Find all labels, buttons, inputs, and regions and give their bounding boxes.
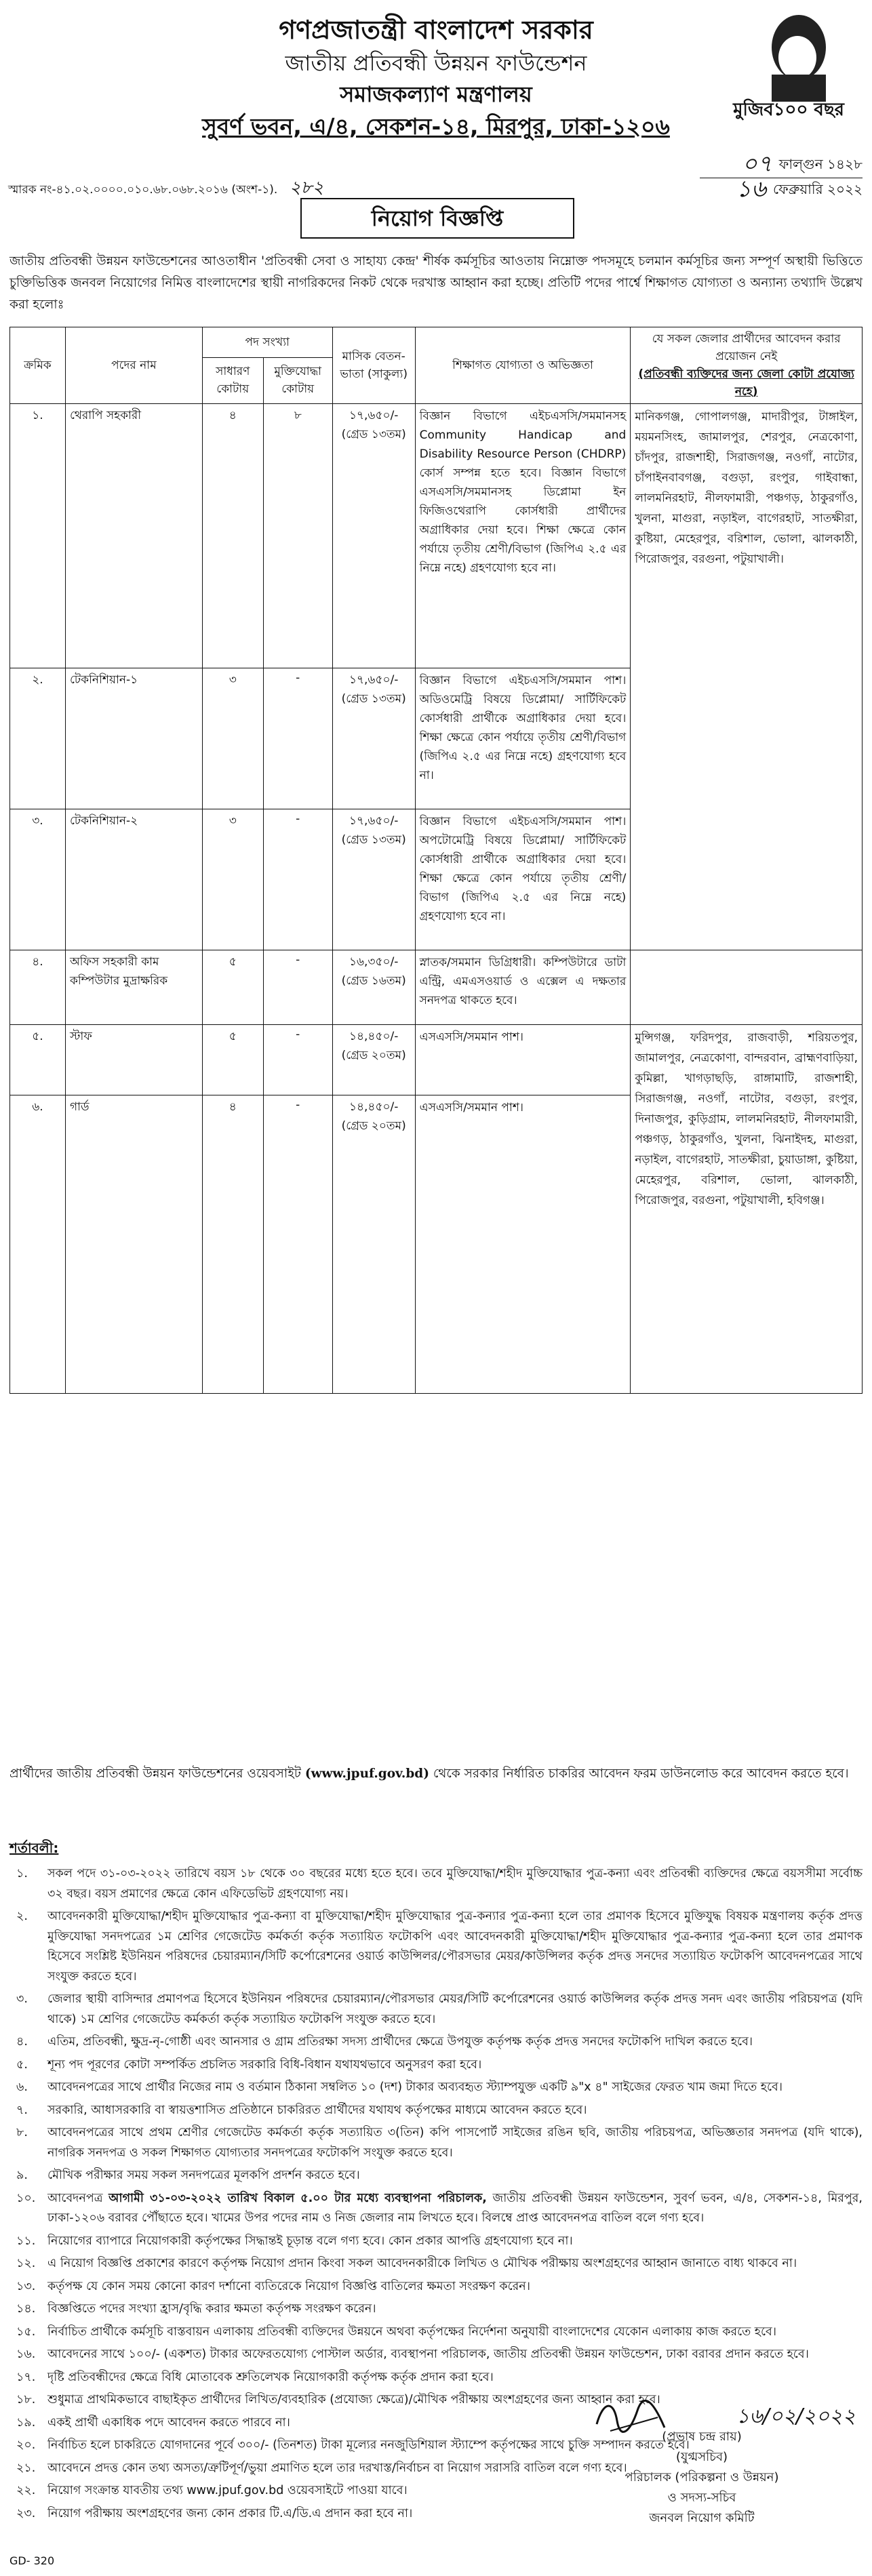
term-text: মৌখিক পরীক্ষার সময় সকল সনদপত্রের মূলকপি প্রদর্শন করতে হবে।: [47, 2169, 360, 2182]
table-row: [10, 404, 863, 668]
row-salary: [332, 1025, 415, 1095]
term-item: [9, 2078, 863, 2098]
salary-value: ১৭,৬৫০/-: [349, 409, 399, 422]
term-number: ১.: [16, 1867, 28, 1880]
salary-grade: (গ্রেড ২০তম): [341, 1119, 406, 1133]
salary-grade: (গ্রেড ২০তম): [341, 1049, 406, 1062]
term-number: ২.: [16, 1910, 28, 1923]
ministry-name: সমাজকল্যাণ মন্ত্রণালয়: [340, 81, 532, 107]
foundation-name: জাতীয় প্রতিবন্ধী উন্নয়ন ফাউন্ডেশন: [285, 50, 587, 76]
term-text-pre: আবেদনপত্র: [47, 2191, 103, 2205]
term-text-rest: জাতীয় প্রতিবন্ধী উন্নয়ন ফাউন্ডেশন, সুবর্ণ ভবন, এ/৪, সেকশন-১৪, মিরপুর, ঢাকা-১২০৬ বরাবর পৌঁছাতে হবে। খামের উপর পদের নাম ও নিজ জেলার নাম লিখতে হবে। বিলম্বে প্রাপ্ত আবেদনপত্র বাতিল বলে গণ্য হবে।: [47, 2191, 863, 2225]
term-number: ২১.: [16, 2461, 36, 2475]
signatory-role2: ও সদস্য-সচিব: [667, 2491, 736, 2505]
term-text: আবেদনপত্রের সাথে প্রথম শ্রেণীর গেজেটেড কর্মকর্তা কর্তৃক সত্যায়িত ৩(তিন) কপি পাসপোর্ট সাইজের রঙিন ছবি, জাতীয় পরিচয়পত্র, অভিজ্ঞতার সনদপত্র (যদি থাকে), নাগরিক সনদপত্র ও সকল শিক্ষাগত যোগ্যতার সনদপত্রের ফটোকপি সংযুক্ত করতে হবে।: [47, 2126, 863, 2160]
header-districts: [631, 327, 863, 404]
row-serial: ৬.: [10, 1095, 66, 1394]
term-item: [9, 2166, 863, 2186]
term-number: ১১.: [16, 2234, 36, 2248]
term-number: ১৭.: [16, 2370, 36, 2384]
footer-code: GD- 320: [9, 2554, 55, 2567]
salary-grade: (গ্রেড ১৩তম): [341, 833, 406, 847]
row-districts: মানিকগঞ্জ, গোপালগঞ্জ, মাদারীপুর, টাঙ্গাইল, ময়মনসিংহ, জামালপুর, শেরপুর, নেত্রকোণা, চাঁদপুর, রাজশাহী, সিরাজগঞ্জ, নওগাঁ, নাটোর, চাঁপাইনবাবগঞ্জ, বগুড়া, রংপুর, গাইবান্ধা, লালমনিরহাট, নীলফামারী, পঞ্চগড়, ঠাকুরগাঁও, খুলনা, মাগুরা, নড়াইল, বাগেরহাট, সাতক্ষীরা, কুষ্টিয়া, মেহেরপুর, বরিশাল, ভোলা, ঝালকাঠী, পিরোজপুর, বরগুনা, পটুয়াখালী।: [631, 404, 863, 950]
row-salary: [332, 668, 415, 809]
term-item: [9, 2123, 863, 2163]
term-number: ৪.: [16, 2035, 28, 2049]
row-freedom: -: [263, 950, 332, 1025]
districts-note: (প্রতিবন্ধী ব্যক্তিদের জন্য জেলা কোটা প্রযোজ্য নহে): [638, 367, 854, 399]
term-number: ১৯.: [16, 2415, 36, 2430]
term-text: নির্বাচিত হলে চাকরিতে যোগদানের পূর্বে ৩০০/- (তিনশত) টাকা মূল্যের ননজুডিশিয়াল স্ট্যাম্পে কর্তৃপক্ষের সাথে চুক্তি সম্পাদন করতে হবে।: [47, 2438, 690, 2452]
row-serial: ১.: [10, 404, 66, 668]
term-text: আবেদনকারী মুক্তিযোদ্ধা/শহীদ মুক্তিযোদ্ধার পুত্র-কন্যা বা মুক্তিযোদ্ধা/শহীদ মুক্তিযোদ্ধার পুত্র-কন্যার পুত্র-কন্যা হলে তার প্রমাণক হিসেবে মুক্তিযুদ্ধ বিষয়ক মন্ত্রণালয় কর্তৃক প্রদত্ত মুক্তিযোদ্ধা সনদপত্রের ১ম শ্রেণির গেজেটেড কর্মকর্তা কর্তৃক সত্যায়িত ফটোকপি এবং আবেদনকারী মুক্তিযোদ্ধা/শহীদ মুক্তিযোদ্ধার পুত্র-কন্যার পুত্র-কন্যা হলে তার প্রমাণক হিসেবে সংশ্লিষ্ট ইউনিয়ন পরিষদের চেয়ারম্যান/সিটি কর্পোরেশনের ওয়ার্ড কাউন্সিলর/পৌরসভার মেয়র/কাউন্সিলর কর্তৃক প্রদত্ত সনদের সত্যায়িত ফটোকপি আবেদনপত্রের সাথে সংযুক্ত করতে হবে।: [47, 1910, 863, 1984]
row-districts: মুন্সিগঞ্জ, ফরিদপুর, রাজবাড়ী, শরিয়তপুর, জামালপুর, নেত্রকোণা, বান্দরবান, ব্রাহ্মণবাড়িয়া, কুমিল্লা, খাগড়াছড়ি, রাঙ্গামাটি, রাজশাহী, সিরাজগঞ্জ, নওগাঁ, নাটোর, বগুড়া, রংপুর, দিনাজপুর, কুড়িগ্রাম, লালমনিরহাট, নীলফামারী, পঞ্চগড়, ঠাকুরগাঁও, খুলনা, ঝিনাইদহ, মাগুরা, নড়াইল, বাগেরহাট, সাতক্ষীরা, চুয়াডাঙ্গা, কুষ্টিয়া, মেহেরপুর, বরিশাল, ভোলা, ঝালকাঠী, পিরোজপুর, বরগুনা, পটুয়াখালী, হবিগঞ্জ।: [631, 1025, 863, 1394]
header-post: পদের নাম: [65, 327, 202, 404]
row-serial: ৩.: [10, 809, 66, 950]
memo-number: [8, 174, 323, 203]
term-number: ৫.: [16, 2057, 28, 2072]
address: সুবর্ণ ভবন, এ/৪, সেকশন-১৪, মিরপুর, ঢাকা-১২০৬: [202, 113, 670, 140]
term-text: নির্বাচিত প্রার্থীকে কর্মসূচি বাস্তবায়ন এলাকায় প্রতিবন্ধী ব্যক্তিদের উন্নয়নে অথবা কর্তৃপক্ষের নির্দেশনা অনুযায়ী বাংলাদেশের যেকোন এলাকায় কাজ করতে হবে।: [47, 2325, 777, 2339]
term-text: সরকারি, আধাসরকারি বা স্বায়ত্তশাসিত প্রতিষ্ঠানে চাকরিরত প্রার্থীদের যথাযথ কর্তৃপক্ষের মাধ্যমে আবেদন করতে হবে।: [47, 2103, 587, 2117]
mujib100-logo: [717, 7, 860, 122]
row-general: ৫: [202, 950, 263, 1025]
header-serial: ক্রমিক: [10, 327, 66, 404]
term-text: দৃষ্টি প্রতিবন্ধীদের ক্ষেত্রে বিধি মোতাবেক শ্রুতিলেখক নিয়োগকারী কর্তৃপক্ষ কর্তৃক প্রদান করা হবে।: [47, 2370, 494, 2384]
memo-handwritten-no: ২৮২: [289, 178, 324, 198]
row-freedom: -: [263, 1095, 332, 1394]
row-salary: [332, 809, 415, 950]
logo-text: মুজিব১০০ বছর: [733, 100, 844, 120]
term-item: [9, 2232, 863, 2252]
govt-name: গণপ্রজাতন্ত্রী বাংলাদেশ সরকার: [279, 15, 593, 45]
terms-title: শর্তাবলী:: [9, 1840, 59, 1856]
row-general: ৪: [202, 1095, 263, 1394]
salary-grade: (গ্রেড ১৬তম): [341, 974, 406, 988]
row-general: ৪: [202, 404, 263, 668]
row-salary: [332, 1095, 415, 1394]
term-item: [9, 2390, 863, 2411]
row-freedom: ৮: [263, 404, 332, 668]
term-number: ১৫.: [16, 2325, 36, 2339]
term-text: নিয়োগ সংক্রান্ত যাবতীয় তথ্য www.jpuf.gov.bd ওয়েবসাইটে পাওয়া যাবে।: [47, 2484, 408, 2497]
term-number: ৮.: [16, 2126, 28, 2139]
term-text: এতিম, প্রতিবন্ধী, ক্ষুদ্র-নৃ-গোষ্ঠী এবং আনসার ও গ্রাম প্রতিরক্ষা সদস্য প্রার্থীদের ক্ষেত্রে উপযুক্ত কর্তৃপক্ষ কর্তৃক প্রদত্ত সনদের ফটোকপি দাখিল করতে হবে।: [47, 2035, 753, 2049]
website-note: [9, 1763, 863, 1786]
row-post: গার্ড: [65, 1095, 202, 1394]
salary-value: ১৭,৬৫০/-: [349, 673, 399, 687]
table-row: [10, 950, 863, 1025]
term-number: ১০.: [16, 2191, 36, 2205]
term-text: নিয়োগের ব্যাপারে নিয়োগকারী কর্তৃপক্ষের সিদ্ধান্তই চূড়ান্ত বলে গণ্য হবে। কোন প্রকার আপত্তি গ্রহণযোগ্য হবে না।: [47, 2234, 573, 2248]
eng-month: ফেব্রুয়ারি ২০২২: [772, 180, 863, 197]
signatory-name: (প্রভাষ চন্দ্র রায়): [662, 2430, 742, 2444]
row-qualification: বিজ্ঞান বিভাগে এইচএসসি/সমমানসহ Community Handicap and Disability Resource Person (CHDRP) কোর্স সম্পন্ন হতে হবে। বিজ্ঞান বিভাগে এসএসসি/সমমানসহ ডিপ্লোমা ইন ফিজিওথেরাপি কোর্সধারী প্রার্থীদের অগ্রাধিকার দেয়া হবে। শিক্ষা ক্ষেত্রে কোন পর্যায়ে তৃতীয় শ্রেণী/বিভাগ (জিপিএ ২.৫ এর নিম্নে নহে) গ্রহণযোগ্য হবে না।: [415, 404, 631, 668]
term-item: [9, 1907, 863, 1987]
term-number: ৩.: [16, 1992, 28, 2006]
row-qualification: বিজ্ঞান বিভাগে এইচএসসি/সমমান পাশ। অডিওমেট্রি বিষয়ে ডিপ্লোমা/ সার্টিফিকেট কোর্সধারী প্রার্থীকে অগ্রাধিকার দেয়া হবে। শিক্ষা ক্ষেত্রে কোন পর্যায়ে তৃতীয় শ্রেণী/বিভাগ (জিপিএ ২.৫ এর নিম্নে নহে) গ্রহণযোগ্য হবে না।: [415, 668, 631, 809]
signatory-designation: (যুগ্মসচিব): [675, 2450, 728, 2464]
header-general: সাধারণ কোটায়: [202, 357, 263, 403]
website-link[interactable]: (www.jpuf.gov.bd): [304, 1767, 429, 1781]
term-number: ১৩.: [16, 2279, 36, 2293]
term-text: সকল পদে ৩১-০৩-২০২২ তারিখে বয়স ১৮ থেকে ৩০ বছরের মধ্যে হতে হবে। তবে মুক্তিযোদ্ধা/শহীদ মুক্তিযোদ্ধার পুত্র-কন্যা এবং প্রতিবন্ধী ব্যক্তিদের ক্ষেত্রে বয়সসীমা সর্বোচ্চ ৩২ বছর। বয়স প্রমাণের ক্ষেত্রে কোন এফিডেভিট গ্রহণযোগ্য নয়।: [47, 1867, 863, 1901]
notice-title: নিয়োগ বিজ্ঞপ্তি: [300, 198, 574, 239]
term-text: কর্তৃপক্ষ যে কোন সময় কোনো কারণ দর্শানো ব্যতিরেকে নিয়োগ বিজ্ঞপ্তি বাতিলের ক্ষমতা সংরক্ষণ করেন।: [47, 2279, 530, 2293]
term-text: আবেদনপত্রের সাথে প্রার্থীর নিজের নাম ও বর্তমান ঠিকানা সম্বলিত ১০ (দশ) টাকার অব্যবহৃত স্ট্যাম্পযুক্ত একটি ৯"x ৪" সাইজের ফেরত খাম জমা দিতে হবে।: [47, 2080, 783, 2094]
term-item: [9, 1864, 863, 1904]
term-text: শূন্য পদ পূরণের কোটা সম্পর্কিত প্রচলিত সরকারি বিধি-বিধান যথাযথভাবে অনুসরণ করা হবে।: [47, 2057, 482, 2072]
row-qualification: এসএসসি/সমমান পাশ।: [415, 1025, 631, 1095]
row-qualification: বিজ্ঞান বিভাগে এইচএসসি/সমমান পাশ। অপটোমেট্রি বিষয়ে ডিপ্লোমা/ সার্টিফিকেট কোর্সধারী প্রার্থীকে অগ্রাধিকার দেয়া হবে। শিক্ষা ক্ষেত্রে কোন পর্যায়ে তৃতীয় শ্রেণী/ বিভাগ (জিপিএ ২.৫ এর নিম্নে নহে) গ্রহণযোগ্য হবে না।: [415, 809, 631, 950]
term-item: [9, 2322, 863, 2343]
row-post: অফিস সহকারী কাম কম্পিউটার মুদ্রাক্ষরিক: [65, 950, 202, 1025]
term-text-bold: আগামী ৩১-০৩-২০২২ তারিখ বিকাল ৫.০০ টার মধ্যে ব্যবস্থাপনা পরিচালক,: [108, 2191, 487, 2205]
intro-paragraph: জাতীয় প্রতিবন্ধী উন্নয়ন ফাউন্ডেশনের আওতাধীন 'প্রতিবন্ধী সেবা ও সাহায্য কেন্দ্র' শীর্ষক কর্মসূচির আওতায় নিম্নোক্ত পদসমূহে চলমান কর্মসূচির জন্য সম্পূর্ণ অস্থায়ী ভিত্তিতে চুক্তিভিত্তিক জনবল নিয়োগের নিমিত্ত বাংলাদেশের স্থায়ী নাগরিকদের নিকট থেকে দরখাস্ত আহ্বান করা হচ্ছে। প্রতিটি পদের পার্শ্বে শিক্ষাগত যোগ্যতা ও অন্যান্য তথ্যাদি উল্লেখ করা হলোঃ: [9, 254, 863, 312]
header-qualification: শিক্ষাগত যোগ্যতা ও অভিজ্ঞতা: [415, 327, 631, 404]
term-text: জেলার স্থায়ী বাসিন্দার প্রমাণপত্র হিসেবে ইউনিয়ন পরিষদের চেয়ারম্যান/পৌরসভার মেয়র/সিটি কর্পোরেশনের ওয়ার্ড কাউন্সিলর কর্তৃক প্রদত্ত সনদ এবং জাতীয় পরিচয়পত্র (যদি থাকে) ১ম শ্রেণির গেজেটেড কর্মকর্তা কর্তৃক সত্যায়িত ফটোকপি সংযুক্ত করতে হবে।: [47, 1992, 863, 2026]
website-note-post: থেকে সরকার নির্ধারিত চাকরির আবেদন ফরম ডাউনলোড করে আবেদন করতে হবে।: [433, 1767, 849, 1781]
row-post: স্টাফ: [65, 1025, 202, 1095]
term-number: ১৮.: [16, 2393, 36, 2407]
term-number: ৬.: [16, 2080, 28, 2094]
date-block: [679, 150, 863, 203]
term-text: নিয়োগ পরীক্ষায় অংশগ্রহণের জন্য কোন প্রকার টি.এ/ডি.এ প্রদান করা হবে না।: [47, 2506, 413, 2520]
row-freedom: -: [263, 668, 332, 809]
signature-scrawl: [590, 2397, 671, 2438]
row-freedom: -: [263, 809, 332, 950]
term-number: ৯.: [16, 2169, 28, 2182]
row-districts: [631, 950, 863, 1025]
term-item: [9, 1990, 863, 2030]
bangla-day: ০৭: [742, 150, 772, 178]
term-item: [9, 2101, 863, 2121]
row-qualification: স্নাতক/সমমান ডিগ্রিধারী। কম্পিউটারে ডাটা এন্ট্রি, এমএসওয়ার্ড ও এক্সেল এ দক্ষতার সনদপত্র থাকতে হবে।: [415, 950, 631, 1025]
salary-value: ১৪,৪৫০/-: [349, 1030, 399, 1043]
header-count: পদ সংখ্যা: [202, 327, 332, 358]
eng-day: ১৬: [736, 175, 766, 203]
row-post: টেকনিশিয়ান-১: [65, 668, 202, 809]
term-number: ১৬.: [16, 2348, 36, 2361]
header-salary: মাসিক বেতন-ভাতা (সাকুল্য): [332, 327, 415, 404]
table-row: [10, 1025, 863, 1095]
memo-label: স্মারক নং-৪১.০২.০০০০.০১০.৬৮.০৬৮.২০১৬ (অংশ-১).: [8, 183, 278, 197]
term-text: আবেদনে প্রদত্ত কোন তথ্য অসত্য/ত্রুটিপূর্ণ/ভুয়া প্রমাণিত হলে তার দরখাস্ত/নির্বাচন বা নিয়োগ সরাসরি বাতিল বলে গণ্য হবে।: [47, 2461, 627, 2475]
row-general: ৫: [202, 1025, 263, 1095]
term-number: ২০.: [16, 2438, 36, 2452]
row-serial: ৪.: [10, 950, 66, 1025]
row-freedom: -: [263, 1025, 332, 1095]
website-note-pre: প্রার্থীদের জাতীয় প্রতিবন্ধী উন্নয়ন ফাউন্ডেশনের ওয়েবসাইট: [9, 1767, 301, 1781]
row-post: থেরাপি সহকারী: [65, 404, 202, 668]
term-text: বিজ্ঞপ্তিতে পদের সংখ্যা হ্রাস/বৃদ্ধি করার ক্ষমতা কর্তৃপক্ষ সংরক্ষণ করেন।: [47, 2302, 376, 2316]
term-number: ১৪.: [16, 2302, 36, 2316]
term-number: ৭.: [16, 2103, 28, 2117]
term-item: [9, 2345, 863, 2365]
term-item: [9, 2189, 863, 2229]
bangla-date: [679, 150, 863, 178]
row-serial: ৫.: [10, 1025, 66, 1095]
term-item: [9, 2299, 863, 2320]
row-salary: [332, 404, 415, 668]
salary-value: ১৭,৬৫০/-: [349, 814, 399, 828]
term-number: ১২.: [16, 2257, 36, 2270]
header-freedom: মুক্তিযোদ্ধা কোটায়: [263, 357, 332, 403]
row-serial: ২.: [10, 668, 66, 809]
signature-block: [542, 2404, 861, 2529]
term-text: শুধুমাত্র প্রাথমিকভাবে বাছাইকৃত প্রার্থীদের লিখিত/ব্যবহারিক (প্রযোজ্য ক্ষেত্রে)/মৌখিক পরীক্ষায় অংশগ্রহণের জন্য আহ্বান করা হবে।: [47, 2393, 660, 2407]
row-post: টেকনিশিয়ান-২: [65, 809, 202, 950]
salary-grade: (গ্রেড ১৩তম): [341, 428, 406, 441]
term-number: ২২.: [16, 2484, 36, 2497]
row-general: ৩: [202, 668, 263, 809]
signatory-role1: পরিচালক (পরিকল্পনা ও উন্নয়ন): [625, 2470, 779, 2484]
term-text: এ নিয়োগ বিজ্ঞপ্তি প্রকাশের কারণে কর্তৃপক্ষ নিয়োগ প্রদান কিংবা সকল আবেদনকারীকে লিখিত ও মৌখিক পরীক্ষায় অংশগ্রহণের আহ্বান জানাতে বাধ্য থাকবে না।: [47, 2257, 797, 2270]
row-qualification: এসএসসি/সমমান পাশ।: [415, 1095, 631, 1394]
districts-title: যে সকল জেলার প্রার্থীদের আবেদন করার প্রয়োজন নেই: [652, 332, 841, 363]
bangla-month: ফাল্গুন ১৪২৮: [778, 155, 863, 172]
term-text: [47, 2189, 863, 2229]
row-general: ৩: [202, 809, 263, 950]
term-item: [9, 2032, 863, 2053]
salary-value: ১৪,৪৫০/-: [349, 1100, 399, 1114]
vacancy-table: [9, 327, 863, 1394]
term-item: [9, 2277, 863, 2297]
signature-date: ১৬/০২/২০২২: [736, 2404, 856, 2428]
signatory-role3: জনবল নিয়োগ কমিটি: [649, 2511, 755, 2525]
term-item: [9, 2055, 863, 2076]
salary-value: ১৬,৩৫০/-: [349, 955, 399, 969]
term-text: আবেদনের সাথে ১০০/- (একশত) টাকার অফেরতযোগ্য পোস্টাল অর্ডার, ব্যবস্থাপনা পরিচালক, জাতীয় প্রতিবন্ধী উন্নয়ন ফাউন্ডেশন, ঢাকা বরাবর প্রদান করতে হবে।: [47, 2348, 809, 2361]
salary-grade: (গ্রেড ১৩তম): [341, 692, 406, 706]
term-text: একই প্রার্থী একাধিক পদে আবেদন করতে পারবে না।: [47, 2415, 290, 2430]
term-number: ২৩.: [16, 2506, 36, 2520]
term-item: [9, 2368, 863, 2388]
term-item: [9, 2254, 863, 2274]
row-salary: [332, 950, 415, 1025]
